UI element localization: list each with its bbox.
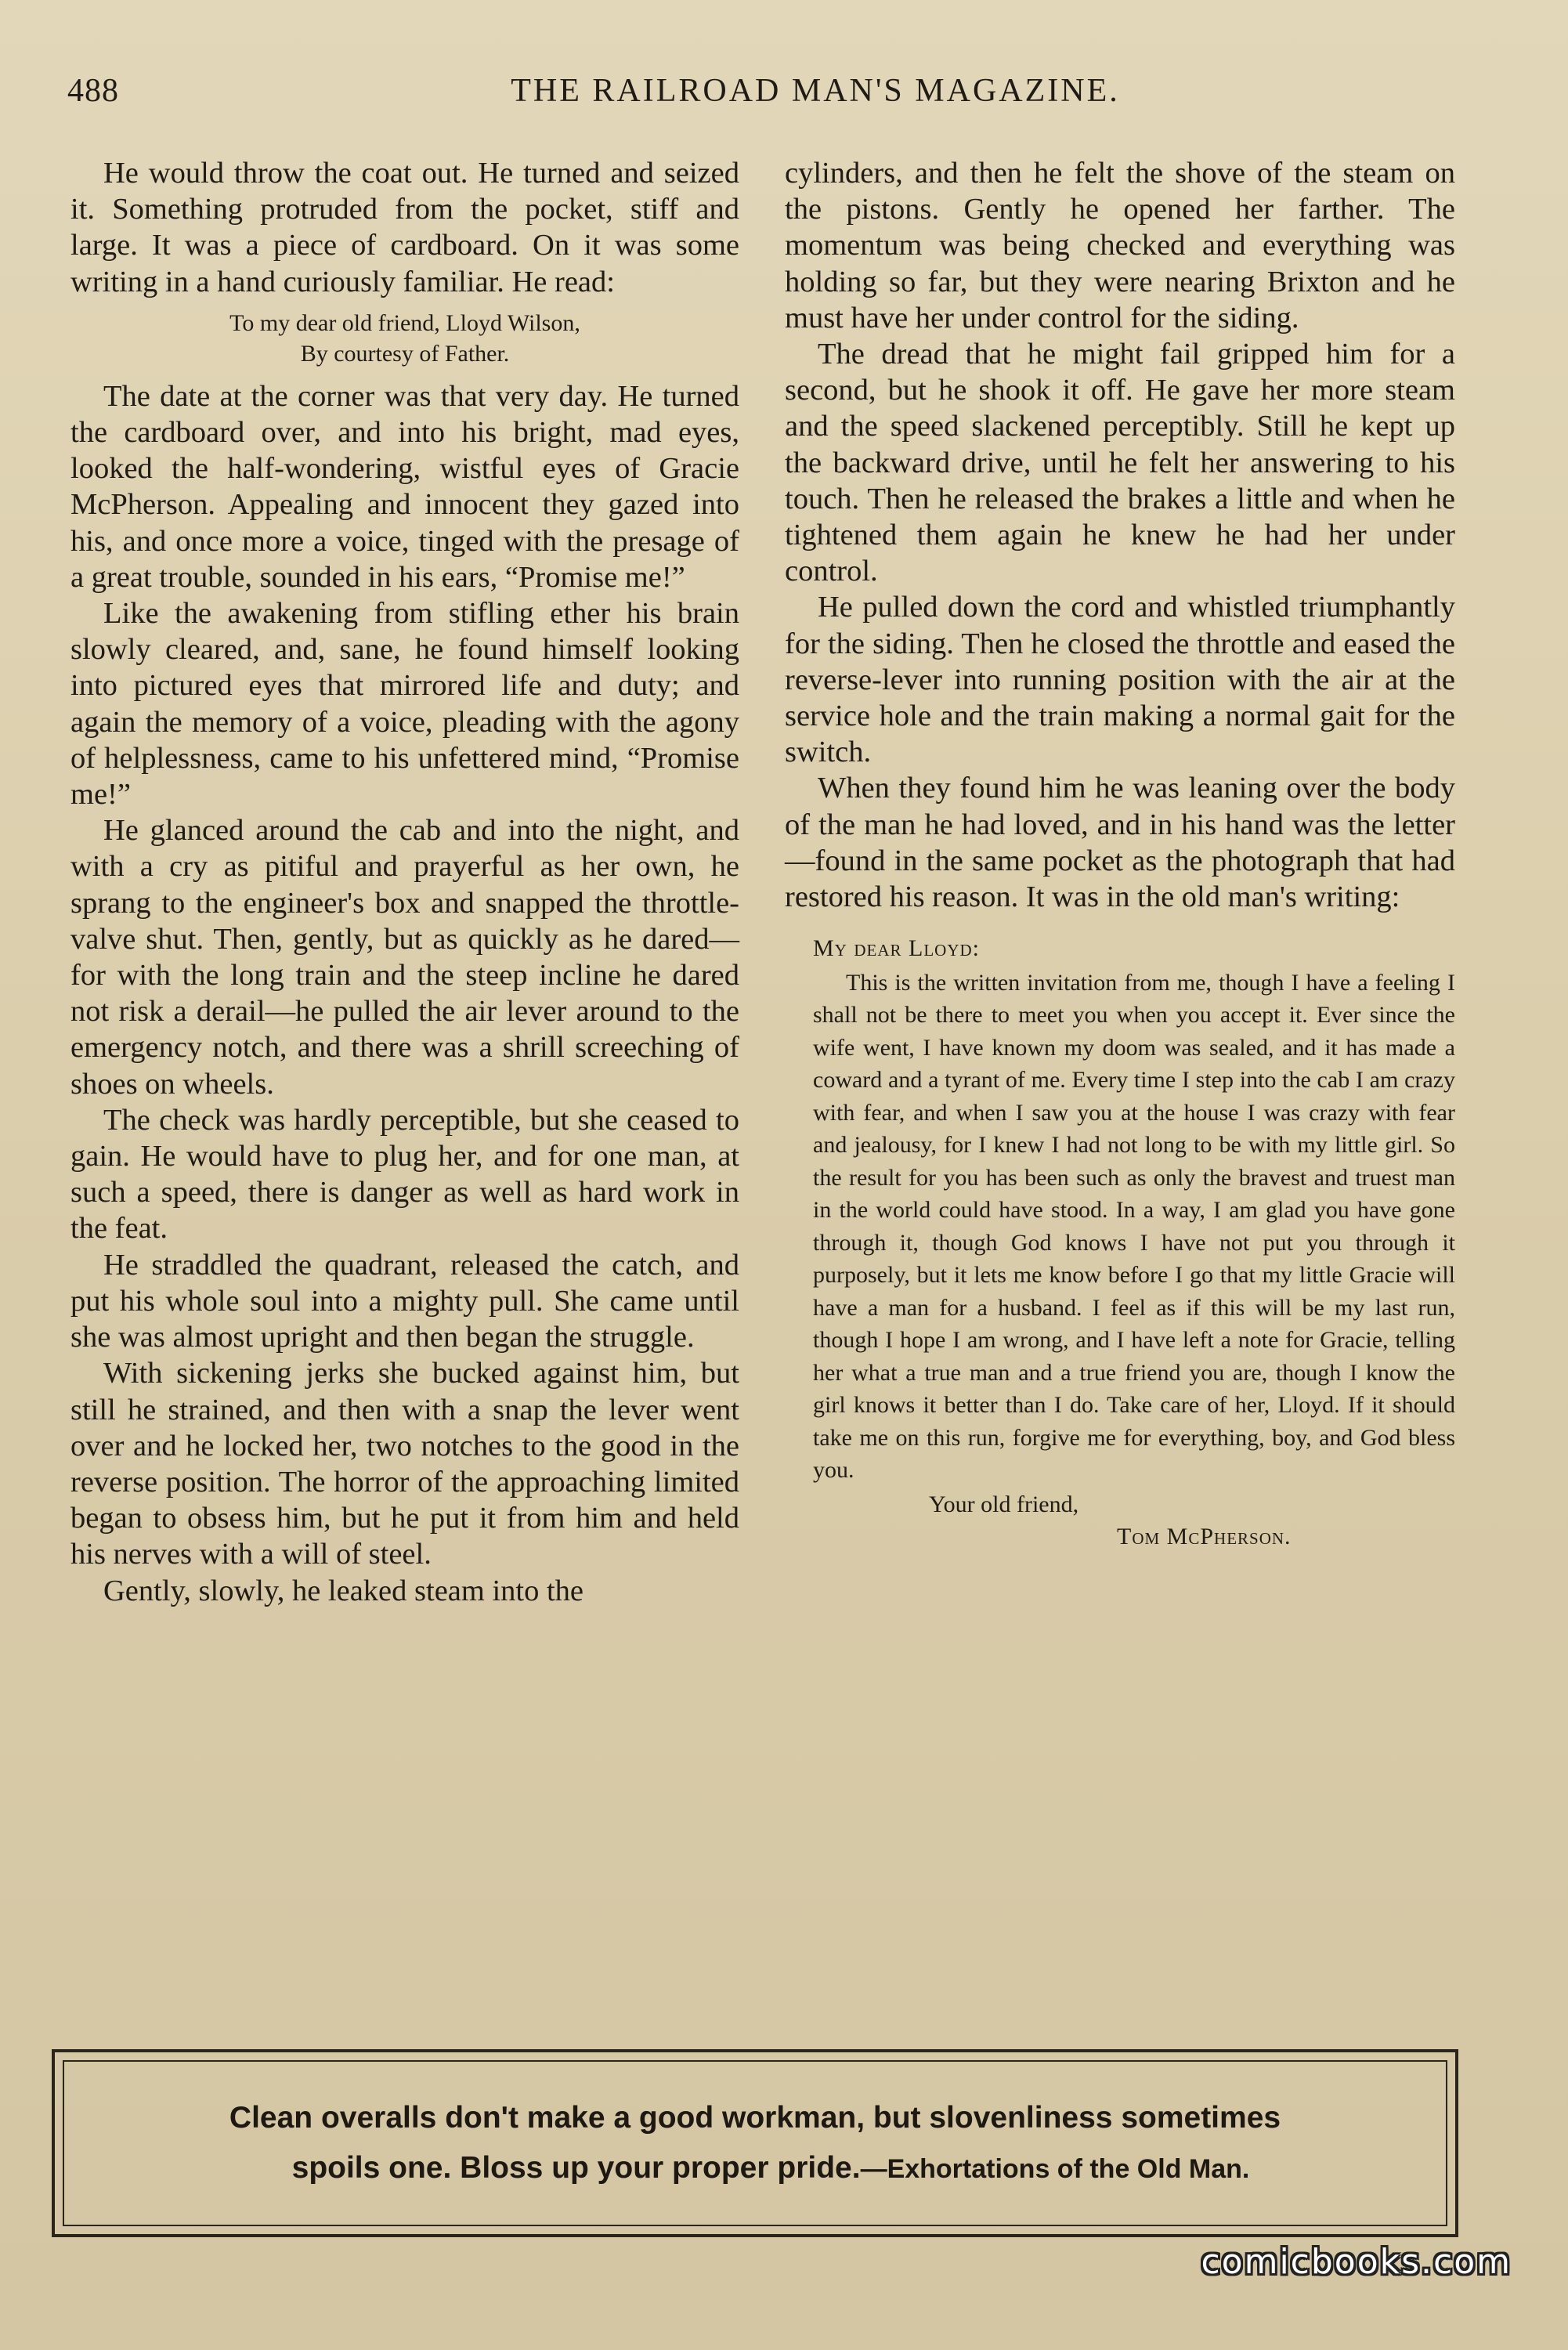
paragraph: cylinders, and then he felt the shove of the steam on the pistons. Gently he opened her farther. The momentum was being checked and everything was holding so far, but they were nearing Brixton and he must have her under control for the siding. [785,157,1455,334]
page-number: 488 [67,73,119,109]
paragraph: He glanced around the cab and into the night, and with a cry as pitiful and prayerful as her own, he sprang to the engineer's box and snapped the throttle-valve shut. Then, gently, but as quickly as he dared—for with the long train and the steep incline he dared not risk a derail—he pulled the air lever around to the emergency notch, and there was a shrill screeching of shoes on wheels. [70,814,739,1101]
letter-body: This is the written invitation from me, though I have a feeling I shall not be there to meet you when you accept it. Ever since the wife went, I have known my doom was sealed, and it has made a coward and a tyrant of me. Every time I step into the cab I am crazy with fear, and when I saw you at the house I was crazy with fear and jealousy, for I knew I had not long to be with my little girl. So the result for you has been such as only the bravest and truest man in the world could have stood. In a way, I am glad you have gone through it, though God knows I have not put you through it purposely, but it lets me know before I go that my little Gracie will have a man for a husband. I feel as if this will be my last run, though I hope I am wrong, and I have left a note for Gracie, telling her what a true man and a true friend you are, though I know the girl knows it better than I do. Take care of her, Lloyd. If it should take me on this run, forgive me for everything, boy, and God bless you. [813,969,1455,1484]
callout-inner-border [63,2060,1447,2226]
letter [785,932,1455,1553]
callout-text: spoils one. Bloss up your proper pride. [291,2150,861,2185]
paragraph: He pulled down the cord and whistled triumphantly for the siding. Then he closed the throttle and eased the reverse-lever into running position with the air at the service hole and the train making a normal gait for the switch. [785,591,1455,769]
callout-line-2 [261,2143,1250,2194]
callout-attribution: —Exhortations of the Old Man. [860,2153,1250,2184]
photo-inscription [70,308,739,369]
paragraph: The date at the corner was that very day. He turned the cardboard over, and into his bright, mad eyes, looked the half-wondering, wistful eyes of Gracie McPherson. Appealing and innocent they gazed into his, and once more a voice, tinged with the presage of a great trouble, sounded in his ears, “Promise me!” [70,379,739,594]
paragraph: The check was hardly perceptible, but she ceased to gain. He would have to plug her, and for one man, at such a speed, there is danger as well as hard work in the feat. [70,1103,739,1246]
right-column [785,155,1455,1553]
inscription-line: By courtesy of Father. [300,340,510,367]
paragraph: The dread that he might fail gripped him for a second, but he shook it off. He gave her more steam and the speed slackened perceptibly. Still he kept up the backward drive, until he felt her answering to his touch. Then he released the brakes a little and when he tightened them again he knew he had her under control. [785,338,1455,588]
paragraph: Like the awakening from stifling ether his brain slowly cleared, and, sane, he found himself looking into pictured eyes that mirrored life and duty; and again the memory of a voice, pleading with the agony of helplessness, came to his unfettered mind, “Promise me!” [70,597,739,812]
running-head-title: THE RAILROAD MAN'S MAGAZINE. [511,73,1120,109]
letter-salutation: My dear Lloyd: [813,935,980,962]
watermark-logo: comicbooks.com [1201,2242,1512,2282]
inscription-line: To my dear old friend, Lloyd Wilson, [229,309,580,336]
letter-closing: Your old friend, [929,1491,1079,1517]
paragraph: When they found him he was leaning over the body of the man he had loved, and in his hand was the letter—found in the same pocket as the photograph that had restored his reason. It was in the old man's writing: [785,772,1455,914]
callout-line-1: Clean overalls don't make a good workman, but slovenliness sometimes [229,2100,1281,2135]
left-column [70,155,739,1609]
callout-box [52,2049,1458,2237]
paragraph: With sickening jerks she bucked against him, but still he strained, and then with a snap the lever went over and he locked her, two notches to the good in the reverse position. The horror of the approaching limited began to obsess him, but he put it from him and held his nerves with a will of steel. [70,1357,739,1571]
paragraph: Gently, slowly, he leaked steam into the [103,1574,583,1607]
paragraph: He would throw the coat out. He turned and seized it. Something protruded from the pocket, stiff and large. It was a piece of cardboard. On it was some writing in a hand curiously familiar. He read: [70,157,739,298]
letter-signature: Tom McPherson. [1117,1524,1292,1550]
paragraph: He straddled the quadrant, released the catch, and put his whole soul into a mighty pull. She came until she was almost upright and then began the struggle. [70,1248,739,1354]
